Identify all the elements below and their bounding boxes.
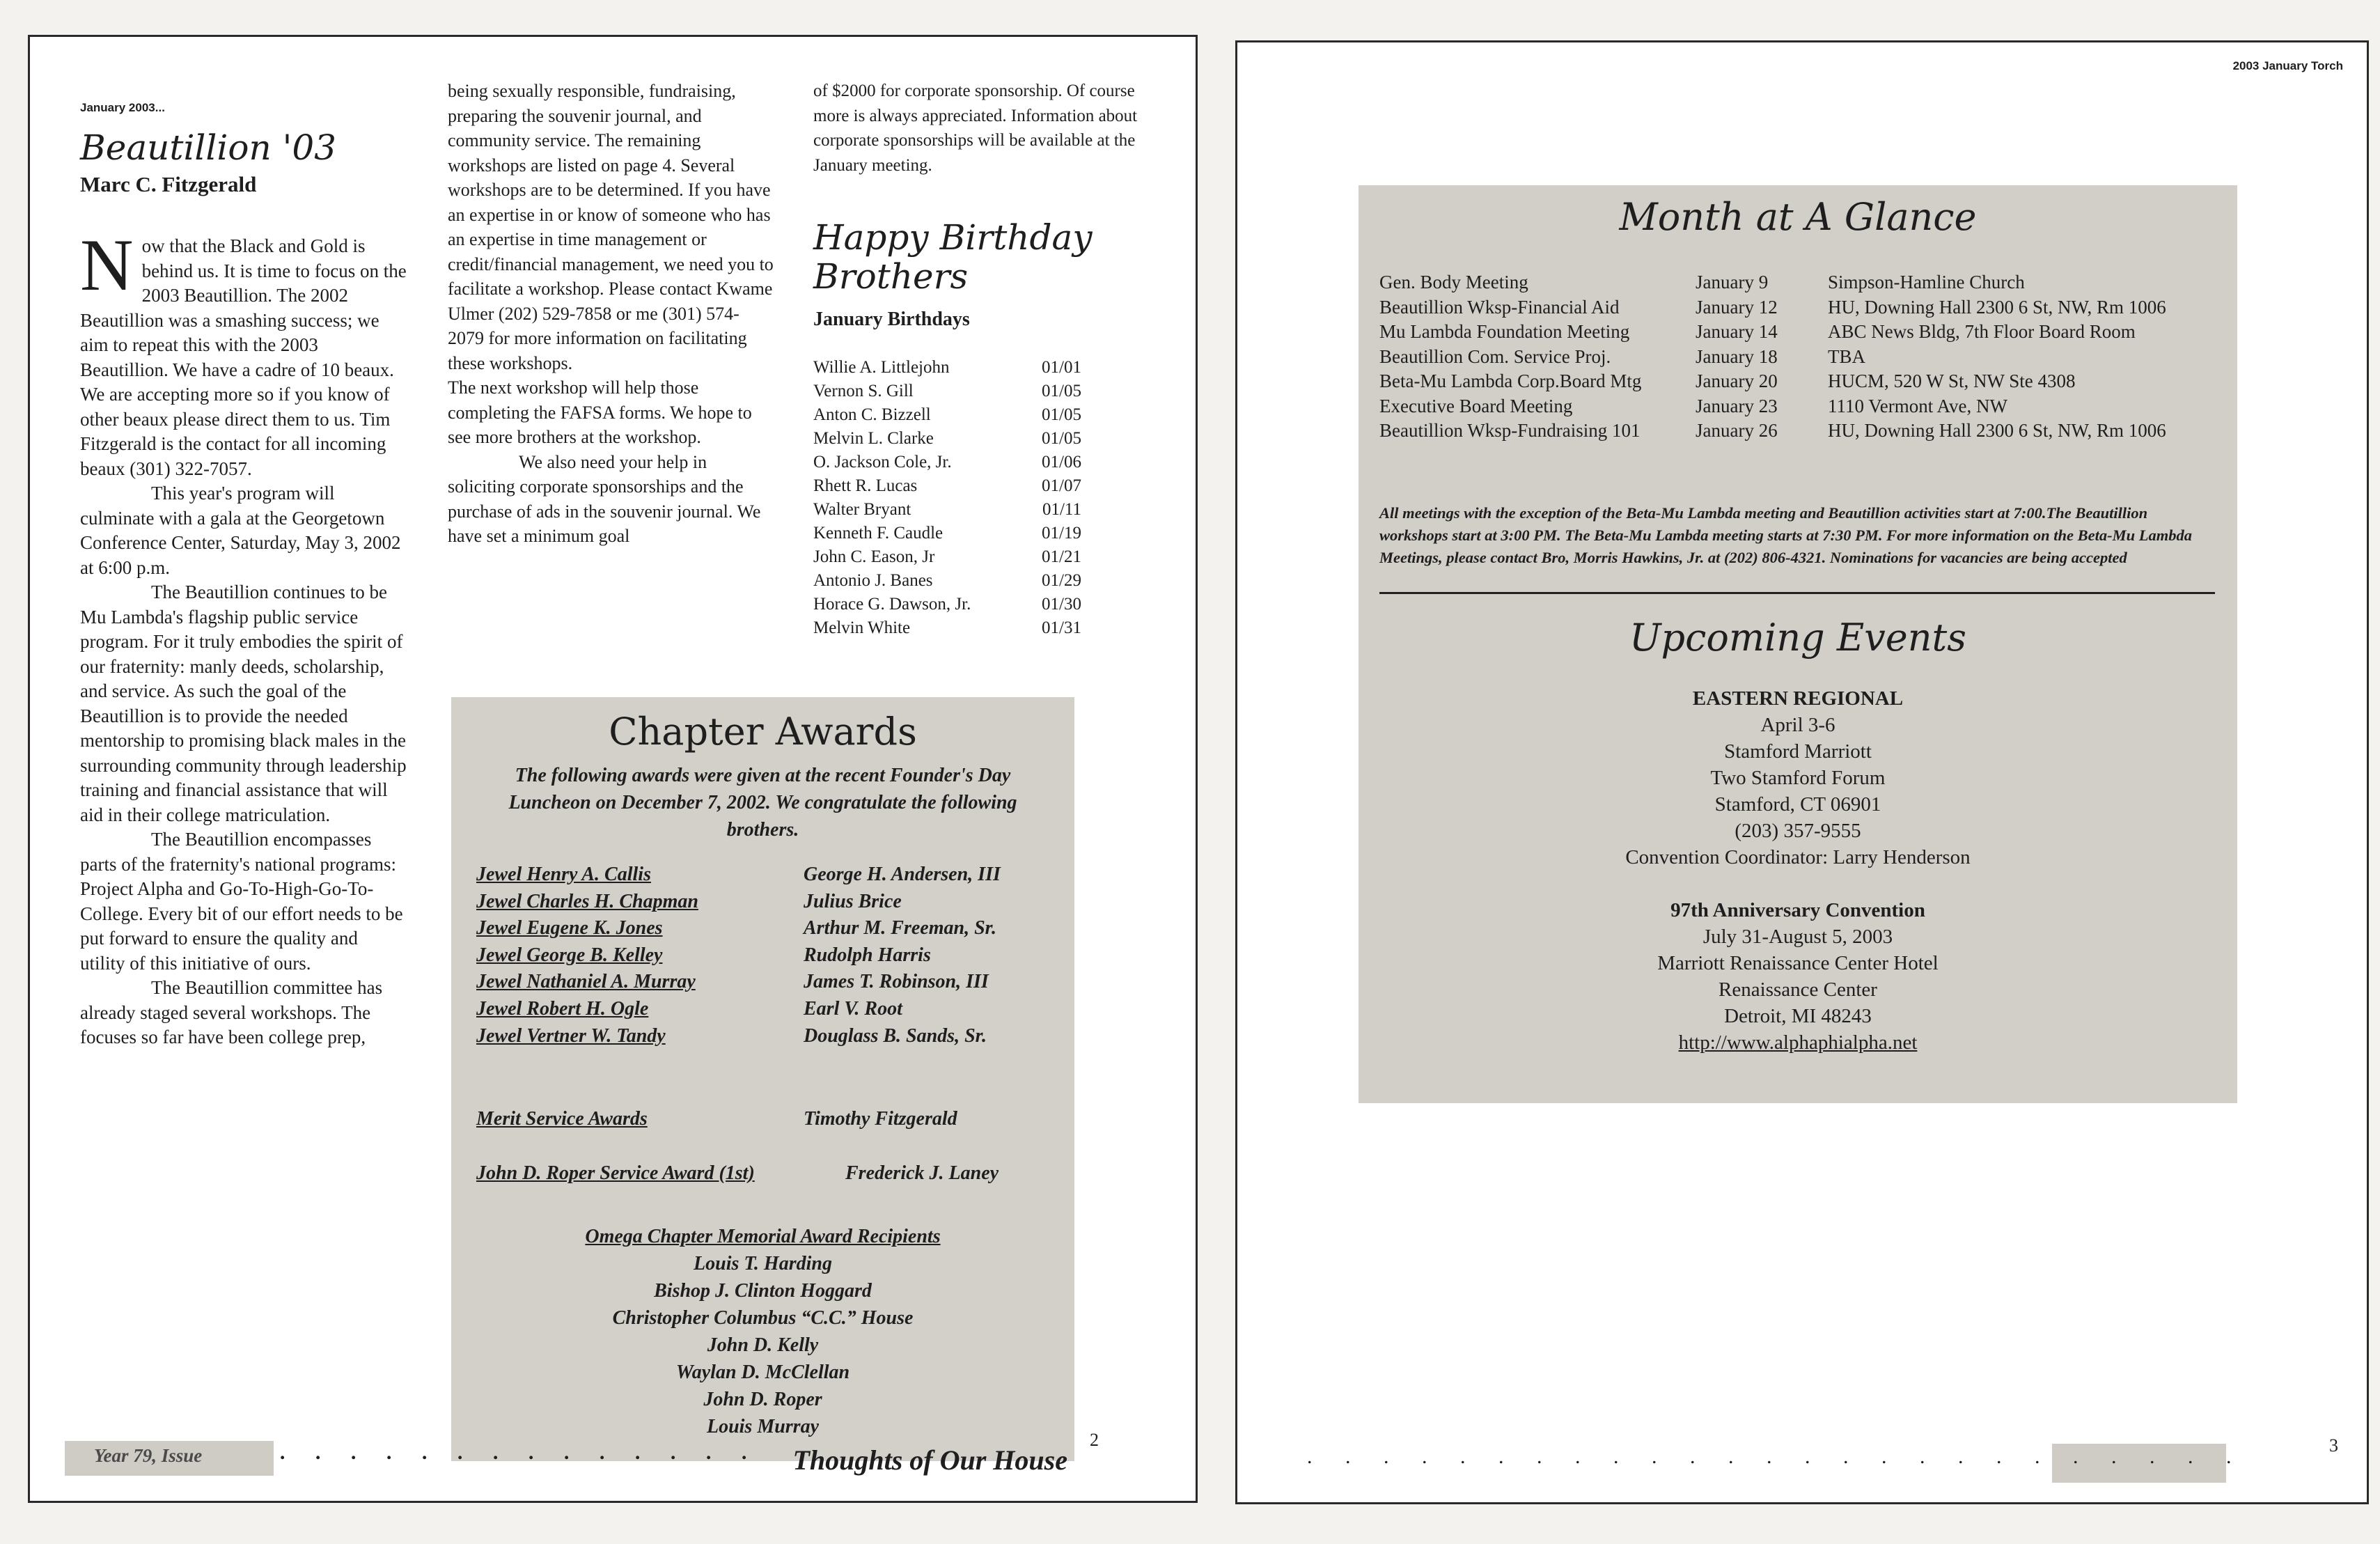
award-row: Jewel Robert H. Ogle Earl V. Root: [476, 997, 902, 1020]
omega-award-section: [451, 1223, 1074, 1440]
convention-dates: July 31-August 5, 2003: [1702, 926, 1893, 948]
birthday-entry: O. Jackson Cole, Jr. 01/06: [813, 452, 1081, 471]
omega-name: Louis Murray: [706, 1416, 820, 1437]
footer-dots: . . . . . . . . . . . . . . . . . . . . . . . . .: [1307, 1445, 2246, 1468]
award-row: Jewel Charles H. Chapman Julius Brice: [476, 890, 902, 912]
award-row: Jewel Nathaniel A. Murray James T. Robinson, III: [476, 971, 989, 993]
convention-address: Renaissance Center: [1719, 978, 1877, 1001]
birthday-entry: Melvin L. Clarke 01/05: [813, 428, 1081, 448]
issue-label: Year 79, Issue: [94, 1445, 203, 1466]
birthday-entry: Vernon S. Gill 01/05: [813, 381, 1081, 400]
dateline: January 2003...: [80, 101, 165, 114]
left-footer: [65, 1437, 1067, 1477]
article-paragraph: The Beautillion continues to be Mu Lambda's flagship public service program. For it truly embodies the spirit of our fraternity: manly deeds, scholarship, and service. As such the goal of the Beautillion is to provide the needed mentorship to promising black males in the surrounding community through leadership training and financial assistance that will aid in their college matriculation.: [80, 582, 407, 825]
convention-address: Detroit, MI 48243: [1724, 1005, 1872, 1027]
birthday-entry: Antonio J. Banes 01/29: [813, 570, 1081, 590]
article-paragraph: being sexually responsible, fundraising, preparing the souvenir journal, and community service. The remaining workshops are listed on page 4. Several workshops are to be determined. If you have an expertise in or know of someone who has an expertise in time management or credit/financial management, we need you to facilitate a workshop. Please contact Kwame Ulmer (202) 529-7858 or me (301) 574-2079 for more information on facilitating these workshops.: [448, 81, 774, 373]
article-paragraph: The Beautillion committee has already staged several workshops. The focuses so far have been college prep,: [80, 977, 383, 1047]
page-number: 3: [2329, 1435, 2338, 1456]
article-paragraph: The next workshop will help those completing the FAFSA forms. We hope to see more brothers at the workshop.: [448, 377, 752, 447]
chapter-awards-box: [451, 697, 1074, 1461]
meeting-row: Gen. Body Meeting January 9 Simpson-Hamline Church: [1379, 272, 2025, 293]
divider: [1379, 592, 2215, 594]
page-header: 2003 January Torch: [2232, 59, 2343, 72]
article-paragraph: We also need your help in soliciting corporate sponsorships and the purchase of ads in the souvenir journal. We have set a minimum goal: [448, 451, 761, 546]
award-row: Jewel Henry A. Callis George H. Andersen, III: [476, 864, 1001, 885]
omega-name: Bishop J. Clinton Hoggard: [654, 1280, 872, 1302]
birthdays-title: Happy Birthday Brothers: [813, 217, 1093, 297]
birthday-entry: Kenneth F. Caudle 01/19: [813, 523, 1081, 543]
birthday-entry: Horace G. Dawson, Jr. 01/30: [813, 594, 1081, 614]
regional-dates: April 3-6: [1760, 714, 1835, 736]
drop-cap: N: [80, 224, 134, 306]
birthday-entry: John C. Eason, Jr 01/21: [813, 547, 1081, 566]
meeting-table: [1379, 270, 2246, 444]
meeting-row: Beautillion Wksp-Financial Aid January 12 HU, Downing Hall 2300 6 St, NW, Rm 1006: [1379, 296, 2166, 318]
glance-title: Month at A Glance: [1619, 195, 1977, 239]
events-title: Upcoming Events: [1629, 616, 1966, 660]
page-number: 2: [1090, 1430, 1099, 1450]
birthday-entry: Melvin White 01/31: [813, 618, 1081, 637]
right-footer: [1307, 1442, 2303, 1483]
merit-award-row: Merit Service Awards Timothy Fitzgerald: [476, 1108, 957, 1130]
article-column-1: [80, 95, 407, 1050]
regional-contact: Convention Coordinator: Larry Henderson: [1625, 846, 1971, 868]
awards-title: Chapter Awards: [609, 710, 917, 754]
article-paragraph: This year's program will culminate with a gala at the Georgetown Conference Center, Saturday, May 3, 2002 at 6:00 p.m.: [80, 483, 401, 578]
roper-award-row: John D. Roper Service Award (1st) Frederick J. Laney: [476, 1162, 999, 1184]
article-paragraph: Now that the Black and Gold is behind us. It is time to focus on the 2003 Beautillion. The 2002 Beautillion was a smashing success; we aim to repeat this with the 2003 Beautillion. We have a cadre of 10 beaux. We are accepting more so if you know of other beaux please direct them to us. Tim Fitzgerald is the contact for all incoming beaux (301) 322-7057.: [80, 224, 407, 479]
article-byline: Marc C. Fitzgerald: [80, 171, 257, 196]
footer-dots: . . . . . . . . . . . . . .: [281, 1441, 760, 1464]
awards-list: [476, 861, 1061, 1050]
upcoming-events: [1359, 685, 2237, 1056]
meeting-note: All meetings with the exception of the Beta-Mu Lambda meeting and Beautillion activities start at 7:00.The Beautillion workshops start at 3:00 PM. The Beta-Mu Lambda meeting starts at 7:30 PM. For more information on the Beta-Mu Lambda Meetings, please contact Bro, Morris Hawkins, Jr. at (202) 806-4321. Nominations for vacancies are being accepted: [1379, 504, 2192, 566]
right-page: [1235, 40, 2369, 1504]
article-column-3: [813, 79, 1148, 640]
convention-venue: Marriott Renaissance Center Hotel: [1657, 952, 1939, 974]
awards-intro: The following awards were given at the recent Founder's Day Luncheon on December 7, 2002. We congratulate the following brothers.: [508, 765, 1017, 841]
birthday-entry: Willie A. Littlejohn 01/01: [813, 357, 1081, 377]
month-at-a-glance-box: [1359, 185, 2237, 1103]
regional-phone: (203) 357-9555: [1735, 820, 1861, 842]
article-column-2: [448, 79, 775, 549]
footer-tagline: Thoughts of Our House: [792, 1444, 1067, 1476]
award-row: Jewel George B. Kelley Rudolph Harris: [476, 944, 931, 966]
omega-name: Waylan D. McClellan: [675, 1362, 850, 1383]
meeting-row: Beautillion Wksp-Fundraising 101 January 26 HU, Downing Hall 2300 6 St, NW, Rm 1006: [1379, 420, 2166, 441]
regional-address: Stamford, CT 06901: [1714, 793, 1881, 816]
meeting-row: Beta-Mu Lambda Corp.Board Mtg January 20 HUCM, 520 W St, NW Ste 4308: [1379, 371, 2076, 391]
award-row: Jewel Eugene K. Jones Arthur M. Freeman, Sr.: [476, 917, 996, 939]
omega-name: John D. Roper: [703, 1389, 822, 1410]
article-paragraph: The Beautillion encompasses parts of the fraternity's national programs: Project Alpha and Go-To-High-Go-To-College. Every bit of our effort needs to be put forward to ensure the quality and utility of this initiative of ours.: [80, 829, 403, 974]
left-page: [28, 35, 1198, 1503]
article-paragraph: of $2000 for corporate sponsorship. Of course more is always appreciated. Information about corporate sponsorships will be available at the January meeting.: [813, 81, 1138, 175]
article-title: Beautillion '03: [80, 127, 336, 168]
birthday-list: [813, 356, 1148, 640]
birthday-entry: Walter Bryant 01/11: [813, 499, 1081, 519]
regional-title: EASTERN REGIONAL: [1692, 687, 1904, 710]
meeting-row: Beautillion Com. Service Proj. January 18 TBA: [1379, 345, 1865, 367]
birthday-entry: Anton C. Bizzell 01/05: [813, 405, 1081, 424]
birthday-entry: Rhett R. Lucas 01/07: [813, 476, 1081, 495]
regional-address: Two Stamford Forum: [1710, 767, 1886, 789]
omega-heading: Omega Chapter Memorial Award Recipients: [585, 1226, 941, 1247]
meeting-row: Executive Board Meeting January 23 1110 Vermont Ave, NW: [1379, 395, 2007, 416]
award-row: Jewel Vertner W. Tandy Douglass B. Sands, Sr.: [476, 1024, 987, 1047]
meeting-row: Mu Lambda Foundation Meeting January 14 ABC News Bldg, 7th Floor Board Room: [1379, 321, 2136, 342]
convention-link[interactable]: http://www.alphaphialpha.net: [1678, 1031, 1918, 1054]
omega-name: John D. Kelly: [707, 1334, 819, 1356]
regional-venue: Stamford Marriott: [1724, 740, 1872, 763]
omega-name: Louis T. Harding: [694, 1253, 832, 1274]
convention-title: 97th Anniversary Convention: [1670, 899, 1925, 921]
birthdays-subtitle: January Birthdays: [813, 309, 970, 330]
omega-name: Christopher Columbus “C.C.” House: [612, 1307, 914, 1329]
